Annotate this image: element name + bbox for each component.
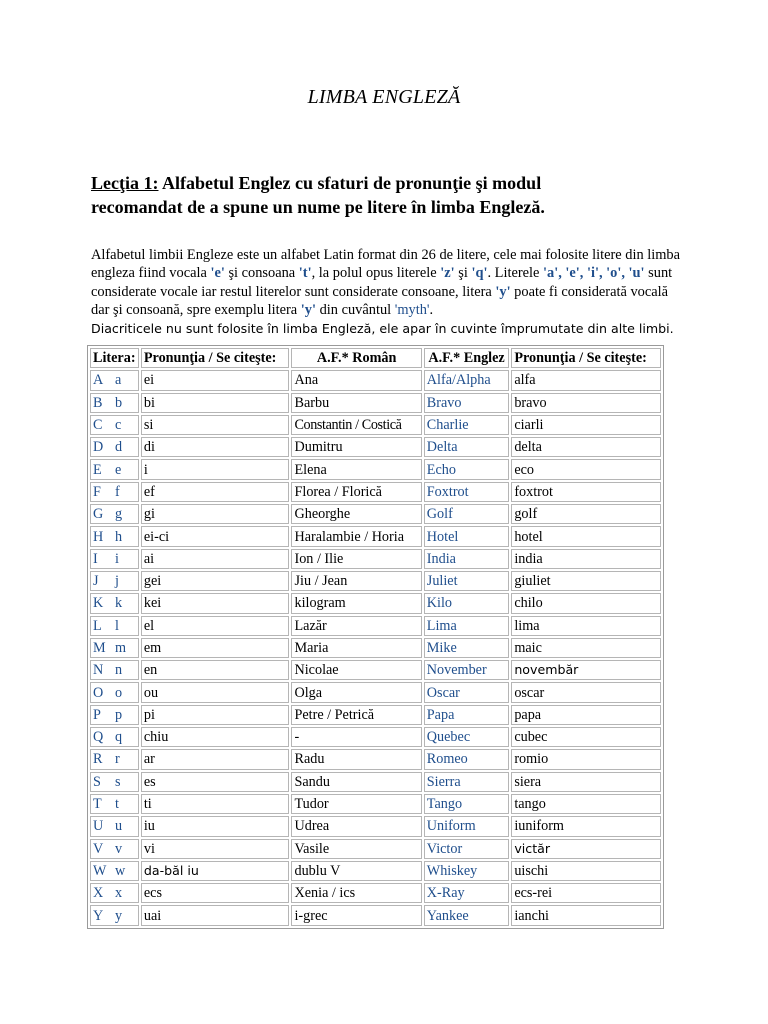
table-row xyxy=(90,682,661,702)
letter-upper: E xyxy=(93,461,102,478)
pronunciation-en-cell: alfa xyxy=(511,370,661,390)
letter-upper: B xyxy=(93,394,103,411)
table-row xyxy=(90,549,661,569)
table-row xyxy=(90,727,661,747)
letter-cell xyxy=(90,861,139,881)
pronunciation-en-cell: siera xyxy=(511,772,661,792)
letter-cell xyxy=(90,816,139,836)
pronunciation-en-cell: giuliet xyxy=(511,571,661,591)
table-row xyxy=(90,794,661,814)
table-row xyxy=(90,772,661,792)
letter-cell xyxy=(90,905,139,925)
table-row xyxy=(90,593,661,613)
letter-lower: q xyxy=(115,729,123,746)
pronunciation-cell: ef xyxy=(141,482,290,502)
letter-cell xyxy=(90,682,139,702)
pronunciation-en-cell: golf xyxy=(511,504,661,524)
af-roman-cell: Sandu xyxy=(291,772,421,792)
pronunciation-en-cell: ianchi xyxy=(511,905,661,925)
af-roman-cell: Maria xyxy=(291,638,421,658)
pronunciation-en-cell: victăr xyxy=(511,839,661,859)
letter-lower: v xyxy=(115,840,123,857)
letter-lower: e xyxy=(115,461,122,478)
lesson-label: Lecţia 1: xyxy=(91,173,159,193)
table-row xyxy=(90,393,661,413)
letter-lower: c xyxy=(115,417,122,434)
table-row xyxy=(90,749,661,769)
af-roman-cell: Constantin / Costică xyxy=(291,415,421,435)
letter-cell xyxy=(90,839,139,859)
af-englez-cell: Charlie xyxy=(424,415,510,435)
pronunciation-cell: ei xyxy=(141,370,290,390)
pronunciation-en-cell: novembăr xyxy=(511,660,661,680)
intro-text: sunt considerate vocale iar restul literelor sunt considerate consoane, litera xyxy=(91,265,673,300)
table-row xyxy=(90,816,661,836)
af-englez-cell: Juliet xyxy=(424,571,510,591)
af-englez-cell: Mike xyxy=(424,638,510,658)
pronunciation-cell: i xyxy=(141,459,290,479)
header-af-englez: A.F.* Englez xyxy=(424,348,510,368)
af-roman-cell: kilogram xyxy=(291,593,421,613)
pronunciation-cell: em xyxy=(141,638,290,658)
letter-cell xyxy=(90,883,139,903)
letter-lower: s xyxy=(115,773,121,790)
letter-cell xyxy=(90,660,139,680)
letter-lower: w xyxy=(115,862,126,879)
letter-cell xyxy=(90,526,139,546)
pronunciation-en-cell: papa xyxy=(511,705,661,725)
pronunciation-cell: si xyxy=(141,415,290,435)
letter-upper: J xyxy=(93,573,99,590)
highlight-z: 'z' xyxy=(440,265,455,282)
table-body xyxy=(90,370,661,925)
af-englez-cell: Tango xyxy=(424,794,510,814)
af-roman-cell: Ana xyxy=(291,370,421,390)
letter-lower: u xyxy=(115,818,123,835)
af-englez-cell: Uniform xyxy=(424,816,510,836)
af-roman-cell: - xyxy=(291,727,421,747)
letter-lower: y xyxy=(115,907,123,924)
highlight-y: 'y' xyxy=(495,283,511,300)
letter-lower: i xyxy=(115,550,119,567)
letter-cell xyxy=(90,794,139,814)
letter-lower: m xyxy=(115,640,127,656)
highlight-e: 'e' xyxy=(210,265,225,282)
pronunciation-en-cell: india xyxy=(511,549,661,569)
header-pronunciation: Pronunţia / Se citeşte: xyxy=(141,348,290,368)
pronunciation-en-cell: cubec xyxy=(511,727,661,747)
af-englez-cell: Yankee xyxy=(424,905,510,925)
letter-cell xyxy=(90,705,139,725)
letter-upper: P xyxy=(93,706,101,723)
pronunciation-cell: ai xyxy=(141,549,290,569)
highlight-t: 't' xyxy=(298,265,312,282)
letter-upper: R xyxy=(93,751,103,768)
af-roman-cell: Florea / Florică xyxy=(291,482,421,502)
intro-paragraph xyxy=(91,246,681,338)
pronunciation-en-cell: foxtrot xyxy=(511,482,661,502)
pronunciation-cell: uai xyxy=(141,905,290,925)
letter-upper: A xyxy=(93,372,104,389)
lesson-heading xyxy=(91,171,691,219)
pronunciation-cell: vi xyxy=(141,839,290,859)
table-row xyxy=(90,638,661,658)
pronunciation-en-cell: ecs-rei xyxy=(511,883,661,903)
pronunciation-cell: iu xyxy=(141,816,290,836)
table-row xyxy=(90,705,661,725)
letter-lower: j xyxy=(115,573,119,590)
highlight-y2: 'y' xyxy=(300,302,316,319)
letter-lower: l xyxy=(115,617,119,634)
pronunciation-en-cell: chilo xyxy=(511,593,661,613)
letter-cell xyxy=(90,393,139,413)
af-roman-cell: Jiu / Jean xyxy=(291,571,421,591)
letter-upper: S xyxy=(93,773,101,790)
af-englez-cell: Delta xyxy=(424,437,510,457)
af-englez-cell: Alfa/Alpha xyxy=(424,370,510,390)
letter-upper: N xyxy=(93,662,104,679)
table-row xyxy=(90,571,661,591)
table-header-row xyxy=(90,348,661,368)
table-row xyxy=(90,839,661,859)
pronunciation-en-cell: romio xyxy=(511,749,661,769)
pronunciation-en-cell: bravo xyxy=(511,393,661,413)
letter-lower: d xyxy=(115,439,123,456)
table-row xyxy=(90,905,661,925)
af-englez-cell: Oscar xyxy=(424,682,510,702)
letter-cell xyxy=(90,437,139,457)
letter-cell xyxy=(90,459,139,479)
intro-text: . Literele xyxy=(487,265,544,282)
letter-upper: I xyxy=(93,550,98,567)
table-row xyxy=(90,415,661,435)
letter-lower: a xyxy=(115,372,122,389)
pronunciation-cell: kei xyxy=(141,593,290,613)
af-englez-cell: Lima xyxy=(424,616,510,636)
intro-text: şi consoana xyxy=(224,265,299,282)
letter-upper: G xyxy=(93,506,104,523)
table-row xyxy=(90,370,661,390)
af-roman-cell: Tudor xyxy=(291,794,421,814)
letter-lower: f xyxy=(115,483,120,500)
letter-upper: W xyxy=(93,862,107,879)
af-englez-cell: Papa xyxy=(424,705,510,725)
af-roman-cell: dublu V xyxy=(291,861,421,881)
letter-cell xyxy=(90,571,139,591)
letter-lower: k xyxy=(115,595,123,612)
af-roman-cell: Elena xyxy=(291,459,421,479)
header-af-roman: A.F.* Român xyxy=(291,348,421,368)
letter-lower: t xyxy=(115,796,119,813)
letter-cell xyxy=(90,772,139,792)
pronunciation-cell: chiu xyxy=(141,727,290,747)
intro-text: , la polul opus literele xyxy=(311,265,441,282)
lesson-title-line1: Alfabetul Englez cu sfaturi de pronunţie şi modul xyxy=(158,173,542,193)
af-roman-cell: Vasile xyxy=(291,839,421,859)
intro-diacritics-note: Diacriticele nu sunt folosite în limba Engleză, ele apar în cuvinte împrumutate din alte limbi. xyxy=(91,320,674,336)
pronunciation-cell: ou xyxy=(141,682,290,702)
letter-upper: M xyxy=(93,640,106,656)
af-englez-cell: India xyxy=(424,549,510,569)
pronunciation-en-cell: ciarli xyxy=(511,415,661,435)
pronunciation-cell: en xyxy=(141,660,290,680)
af-roman-cell: Nicolae xyxy=(291,660,421,680)
header-pronunciation-en: Pronunţia / Se citeşte: xyxy=(511,348,661,368)
af-englez-cell: Victor xyxy=(424,839,510,859)
pronunciation-cell: ecs xyxy=(141,883,290,903)
page-title: LIMBA ENGLEZĂ xyxy=(307,86,461,108)
letter-upper: T xyxy=(93,796,102,813)
lesson-title-line2: recomandat de a spune un nume pe litere în limba Engleză. xyxy=(91,197,545,217)
highlight-myth: 'myth' xyxy=(394,302,430,319)
af-englez-cell: Golf xyxy=(424,504,510,524)
af-englez-cell: Quebec xyxy=(424,727,510,747)
af-englez-cell: Hotel xyxy=(424,526,510,546)
letter-upper: Q xyxy=(93,729,104,746)
letter-lower: p xyxy=(115,706,123,723)
alphabet-table xyxy=(87,345,664,929)
letter-upper: H xyxy=(93,528,104,545)
pronunciation-en-cell: lima xyxy=(511,616,661,636)
af-englez-cell: Sierra xyxy=(424,772,510,792)
letter-upper: X xyxy=(93,885,104,902)
intro-text: din cuvântul xyxy=(316,302,395,319)
letter-lower: h xyxy=(115,528,123,545)
pronunciation-cell: gi xyxy=(141,504,290,524)
af-roman-cell: Olga xyxy=(291,682,421,702)
intro-text: . xyxy=(429,302,434,319)
pronunciation-cell: da-băl iu xyxy=(141,861,290,881)
letter-cell xyxy=(90,370,139,390)
af-roman-cell: i-grec xyxy=(291,905,421,925)
intro-text: Alfabetul limbii Engleze este un alfabet Latin format din 26 de litere, cele mai folosite litere din limba engleza fiind vocala xyxy=(91,247,681,282)
letter-upper: O xyxy=(93,684,104,701)
letter-upper: V xyxy=(93,840,104,857)
letter-lower: x xyxy=(115,885,123,902)
af-roman-cell: Ion / Ilie xyxy=(291,549,421,569)
pronunciation-en-cell: tango xyxy=(511,794,661,814)
af-roman-cell: Dumitru xyxy=(291,437,421,457)
letter-lower: g xyxy=(115,506,123,523)
pronunciation-cell: di xyxy=(141,437,290,457)
intro-text: poate fi considerată vocală dar şi consoană, spre exemplu litera xyxy=(91,283,668,319)
table-row xyxy=(90,861,661,881)
letter-upper: U xyxy=(93,818,104,835)
af-englez-cell: Whiskey xyxy=(424,861,510,881)
intro-text: şi xyxy=(454,265,472,282)
table-row xyxy=(90,616,661,636)
pronunciation-cell: el xyxy=(141,616,290,636)
af-roman-cell: Haralambie / Horia xyxy=(291,526,421,546)
table-row xyxy=(90,459,661,479)
table-row xyxy=(90,883,661,903)
af-roman-cell: Udrea xyxy=(291,816,421,836)
pronunciation-en-cell: eco xyxy=(511,459,661,479)
letter-cell xyxy=(90,593,139,613)
af-roman-cell: Barbu xyxy=(291,393,421,413)
af-roman-cell: Petre / Petrică xyxy=(291,705,421,725)
letter-cell xyxy=(90,616,139,636)
pronunciation-cell: ti xyxy=(141,794,290,814)
pronunciation-en-cell: oscar xyxy=(511,682,661,702)
letter-upper: Y xyxy=(93,907,104,924)
pronunciation-cell: pi xyxy=(141,705,290,725)
af-roman-cell: Xenia / ics xyxy=(291,883,421,903)
letter-cell xyxy=(90,415,139,435)
highlight-q: 'q' xyxy=(471,265,488,282)
table-row xyxy=(90,504,661,524)
header-letter: Litera: xyxy=(90,348,139,368)
af-englez-cell: Bravo xyxy=(424,393,510,413)
letter-upper: C xyxy=(93,417,103,434)
letter-upper: K xyxy=(93,595,104,612)
pronunciation-en-cell: hotel xyxy=(511,526,661,546)
af-englez-cell: Romeo xyxy=(424,749,510,769)
table-row xyxy=(90,660,661,680)
pronunciation-cell: ei-ci xyxy=(141,526,290,546)
af-englez-cell: Kilo xyxy=(424,593,510,613)
letter-lower: b xyxy=(115,394,123,411)
af-roman-cell: Radu xyxy=(291,749,421,769)
pronunciation-en-cell: iuniform xyxy=(511,816,661,836)
letter-upper: L xyxy=(93,617,102,634)
table-row xyxy=(90,437,661,457)
letter-cell xyxy=(90,549,139,569)
letter-lower: r xyxy=(115,751,120,768)
letter-upper: F xyxy=(93,483,101,500)
pronunciation-cell: gei xyxy=(141,571,290,591)
table-row xyxy=(90,526,661,546)
af-englez-cell: Foxtrot xyxy=(424,482,510,502)
af-roman-cell: Lazăr xyxy=(291,616,421,636)
pronunciation-en-cell: maic xyxy=(511,638,661,658)
letter-cell xyxy=(90,638,139,658)
pronunciation-en-cell: delta xyxy=(511,437,661,457)
letter-lower: o xyxy=(115,684,123,701)
pronunciation-en-cell: uischi xyxy=(511,861,661,881)
pronunciation-cell: bi xyxy=(141,393,290,413)
letter-cell xyxy=(90,482,139,502)
highlight-vowels: 'a', 'e', 'i', 'o', 'u' xyxy=(543,265,645,282)
af-englez-cell: November xyxy=(424,660,510,680)
table-row xyxy=(90,482,661,502)
letter-lower: n xyxy=(115,662,123,679)
pronunciation-cell: es xyxy=(141,772,290,792)
af-roman-cell: Gheorghe xyxy=(291,504,421,524)
letter-cell xyxy=(90,749,139,769)
letter-upper: D xyxy=(93,439,104,456)
af-englez-cell: Echo xyxy=(424,459,510,479)
letter-cell xyxy=(90,504,139,524)
pronunciation-cell: ar xyxy=(141,749,290,769)
letter-cell xyxy=(90,727,139,747)
af-englez-cell: X-Ray xyxy=(424,883,510,903)
